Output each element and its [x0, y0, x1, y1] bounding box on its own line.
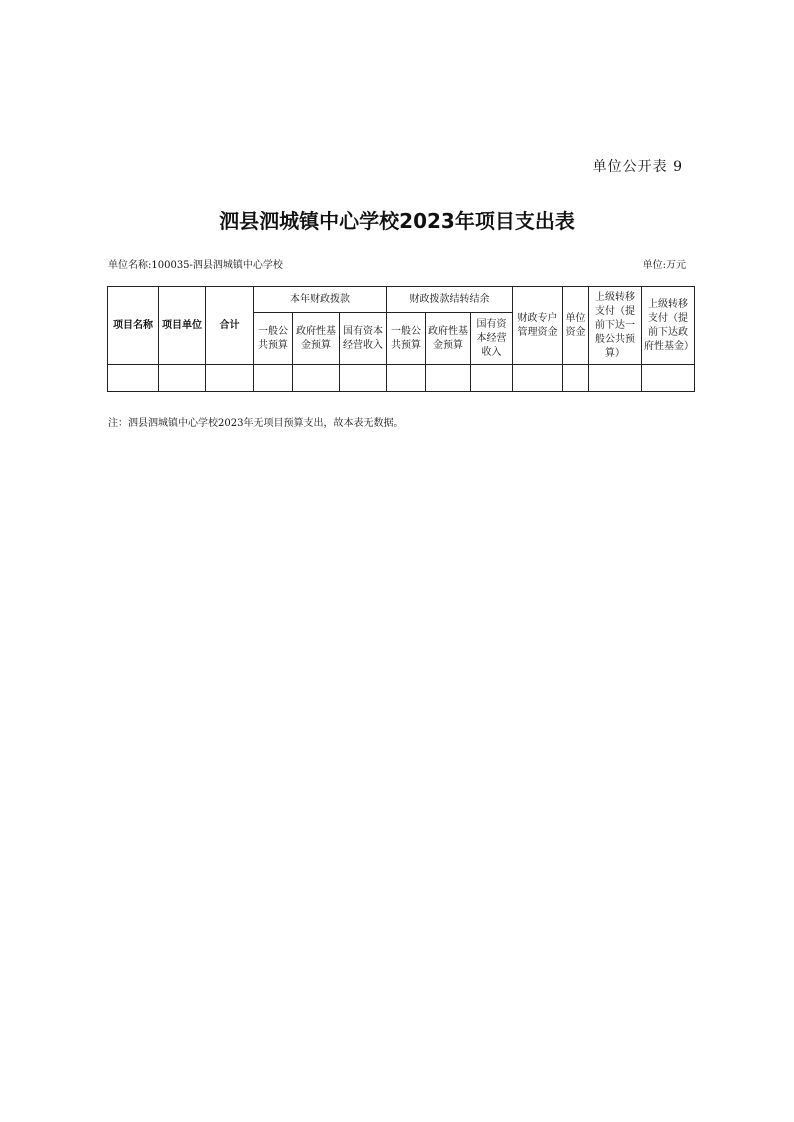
header-transfer-gov-fund: 上级转移支付（提前下达政府性基金）	[642, 287, 695, 365]
header-current-year-group: 本年财政拨款	[254, 287, 387, 313]
table-cell	[293, 365, 340, 392]
page-title: 泗县泗城镇中心学校2023年项目支出表	[219, 209, 575, 233]
header-row-1	[108, 287, 695, 313]
header-project-unit: 项目单位	[159, 287, 206, 365]
project-expenditure-table	[107, 286, 695, 392]
header-special-funds: 财政专户管理资金	[513, 287, 563, 365]
header-project-name: 项目名称	[108, 287, 159, 365]
header-unit-funds: 单位资金	[563, 287, 589, 365]
table-row	[108, 365, 695, 392]
currency-unit-label: 单位:万元	[642, 260, 686, 271]
unit-name-label: 单位名称:100035-泗县泗城镇中心学校	[108, 260, 283, 271]
header-carryover-general-budget: 一般公共预算	[387, 313, 426, 365]
header-carryover-state-capital: 国有资本经营收入	[471, 313, 513, 365]
table-cell	[387, 365, 426, 392]
table-cell	[426, 365, 471, 392]
table-cell	[206, 365, 254, 392]
table-cell	[589, 365, 642, 392]
form-number-label: 单位公开表 9	[592, 159, 683, 175]
table-cell	[340, 365, 387, 392]
header-transfer-general: 上级转移支付（提前下达一般公共预算）	[589, 287, 642, 365]
table-cell	[254, 365, 293, 392]
footnote: 注：泗县泗城镇中心学校2023年无项目预算支出，故本表无数据。	[108, 418, 404, 429]
header-carryover-gov-fund: 政府性基金预算	[426, 313, 471, 365]
header-total: 合计	[206, 287, 254, 365]
table-cell	[513, 365, 563, 392]
header-current-state-capital: 国有资本经营收入	[340, 313, 387, 365]
header-current-gov-fund: 政府性基金预算	[293, 313, 340, 365]
table-cell	[159, 365, 206, 392]
table-cell	[471, 365, 513, 392]
table-cell	[108, 365, 159, 392]
table-cell	[563, 365, 589, 392]
header-current-general-budget: 一般公共预算	[254, 313, 293, 365]
header-carryover-group: 财政拨款结转结余	[387, 287, 513, 313]
table-cell	[642, 365, 695, 392]
